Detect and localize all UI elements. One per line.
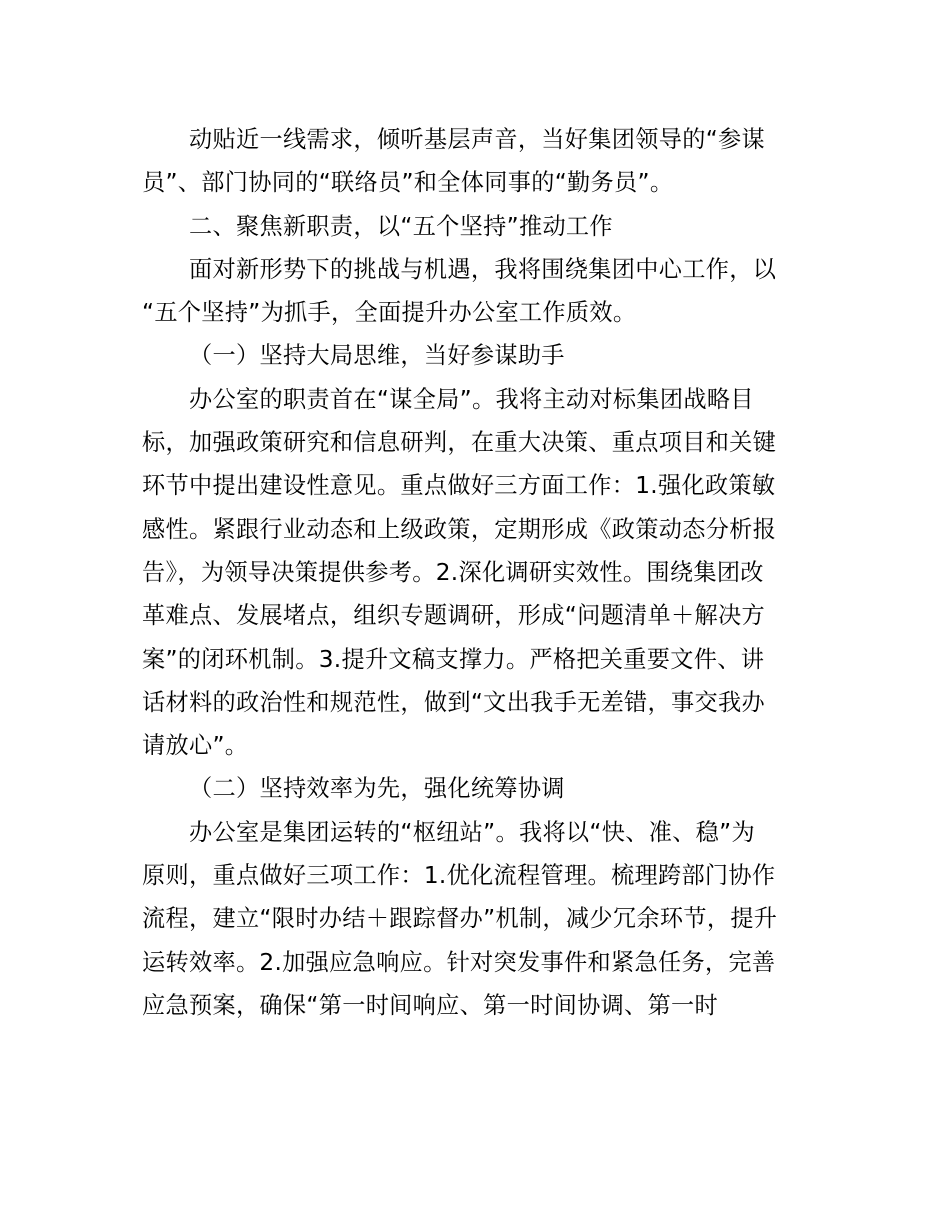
text-line: 办公室的职责首在“谋全局”。我将主动对标集团战略目 — [189, 385, 754, 413]
text-line: 感性。紧跟行业动态和上级政策，定期形成《政策动态分析报 — [142, 515, 777, 543]
text-line: 告》，为领导决策提供参考。2.深化调研实效性。围绕集团改 — [142, 558, 764, 586]
text-line: 环节中提出建设性意见。重点做好三方面工作：1.强化政策敏 — [142, 472, 776, 500]
text-line: 请放心”。 — [142, 732, 249, 760]
paragraph-intro — [142, 248, 814, 335]
section-heading-text: 二、聚焦新职责，以“五个坚持”推动工作 — [189, 212, 613, 240]
paragraph-body-1 — [142, 378, 814, 768]
subsection-heading-text: （一）坚持大局思维，当好参谋助手 — [189, 342, 565, 370]
subsection-heading-1 — [142, 334, 814, 377]
paragraph-continuation — [142, 118, 814, 205]
subsection-heading-text: （二）坚持效率为先，强化统筹协调 — [189, 775, 565, 803]
subsection-heading-2 — [142, 767, 814, 810]
section-heading — [142, 205, 814, 248]
text-line: 应急预案，确保“第一时间响应、第一时间协调、第一时 — [142, 991, 719, 1019]
text-line: 案”的闭环机制。3.提升文稿支撑力。严格把关重要文件、讲 — [142, 645, 765, 673]
text-line: 面对新形势下的挑战与机遇，我将围绕集团中心工作，以 — [189, 255, 777, 283]
text-line: 流程，建立“限时办结＋跟踪督办”机制，减少冗余环节，提升 — [142, 905, 778, 933]
text-line: 员”、部门协同的“联络员”和全体同事的“勤务员”。 — [142, 169, 674, 197]
text-line: 原则，重点做好三项工作：1.优化流程管理。梳理跨部门协作 — [142, 862, 776, 890]
text-line: “五个坚持”为抓手，全面提升办公室工作质效。 — [142, 299, 637, 327]
text-line: 话材料的政治性和规范性，做到“文出我手无差错，事交我办 — [142, 688, 765, 716]
text-line: 动贴近一线需求，倾听基层声音，当好集团领导的“参谋 — [189, 126, 766, 153]
text-line: 办公室是集团运转的“枢纽站”。我将以“快、准、稳”为 — [189, 818, 755, 846]
text-line: 标，加强政策研究和信息研判，在重大决策、重点项目和关键 — [142, 429, 777, 457]
text-line: 革难点、发展堵点，组织专题调研，形成“问题清单＋解决方 — [142, 602, 765, 630]
text-line: 运转效率。2.加强应急响应。针对突发事件和紧急任务，完善 — [142, 948, 776, 976]
document-body — [142, 118, 814, 1027]
paragraph-body-2 — [142, 811, 814, 1027]
